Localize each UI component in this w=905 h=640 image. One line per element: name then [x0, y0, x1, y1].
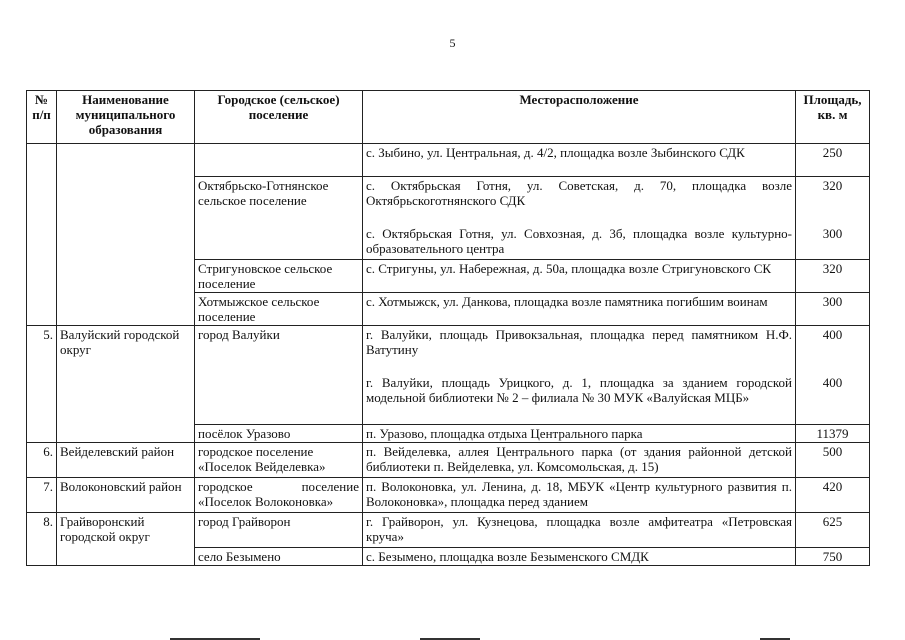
cell-municipality: Вейделевский район — [57, 443, 195, 478]
header-location: Месторасположение — [363, 91, 796, 144]
table-header-row — [27, 91, 870, 144]
sites-table — [26, 90, 870, 566]
table-row — [27, 326, 870, 425]
location-entry: г. Валуйки, площадь Урицкого, д. 1, площадка за зданием городской модельной библиотеки № 2 – филиала № 30 МУК «Валуйская МЦБ» — [366, 375, 792, 405]
table-row — [27, 443, 870, 478]
cell-area: 300 — [796, 293, 870, 326]
cell-location — [363, 326, 796, 425]
cell-location: с. Стригуны, ул. Набережная, д. 50а, площадка возле Стригуновского СК — [363, 260, 796, 293]
cell-settlement: городское поселение «Поселок Вейделевка» — [195, 443, 363, 478]
header-area: Площадь, кв. м — [796, 91, 870, 144]
cell-area: 11379 — [796, 425, 870, 443]
cell-location: п. Уразово, площадка отдыха Центрального парка — [363, 425, 796, 443]
cell-settlement: Октябрьско-Готнянское сельское поселение — [195, 177, 363, 260]
cell-municipality: Грайворонский городской округ — [57, 513, 195, 566]
header-municipality: Наименование муниципального образования — [57, 91, 195, 144]
cell-settlement: Хотмыжское сельское поселение — [195, 293, 363, 326]
cell-municipality: Валуйский городской округ — [57, 326, 195, 443]
location-entry: с. Октябрьская Готня, ул. Советская, д. 70, площадка возле Октябрьскоготнянского СДК — [366, 178, 792, 208]
area-entry: 400 — [822, 375, 843, 390]
cell-area: 320 — [796, 260, 870, 293]
cell-settlement: городское поселение «Поселок Волоконовка» — [195, 478, 363, 513]
cell-num: 8. — [27, 513, 57, 566]
cell-settlement: Стригуновское сельское поселение — [195, 260, 363, 293]
table-row — [27, 513, 870, 548]
cell-settlement: город Грайворон — [195, 513, 363, 548]
cell-area: 625 — [796, 513, 870, 548]
cell-num: 5. — [27, 326, 57, 443]
cell-area: 420 — [796, 478, 870, 513]
cell-num: 6. — [27, 443, 57, 478]
header-settlement: Городское (сельское) поселение — [195, 91, 363, 144]
cell-location: с. Зыбино, ул. Центральная, д. 4/2, площадка возле Зыбинского СДК — [363, 144, 796, 177]
header-num: № п/п — [27, 91, 57, 144]
cell-municipality — [57, 144, 195, 326]
cell-location: с. Хотмыжск, ул. Данкова, площадка возле памятника погибшим воинам — [363, 293, 796, 326]
cell-area: 250 — [796, 144, 870, 177]
cell-municipality: Волоконовский район — [57, 478, 195, 513]
cell-settlement — [195, 144, 363, 177]
area-entry: 300 — [822, 226, 843, 241]
area-entry: 400 — [822, 327, 843, 342]
cell-location: г. Грайворон, ул. Кузнецова, площадка возле амфитеатра «Петровская круча» — [363, 513, 796, 548]
area-entry: 320 — [822, 178, 843, 193]
cell-area: 500 — [796, 443, 870, 478]
cell-num — [27, 144, 57, 326]
cell-area: 750 — [796, 548, 870, 566]
cell-location: п. Вейделевка, аллея Центрального парка (от здания районной детской библиотеки п. Вейделевка, ул. Комсомольская, д. 15) — [363, 443, 796, 478]
cell-location: с. Безымено, площадка возле Безыменского СМДК — [363, 548, 796, 566]
table-row — [27, 478, 870, 513]
cell-num: 7. — [27, 478, 57, 513]
cell-settlement: город Валуйки — [195, 326, 363, 425]
cell-area — [796, 326, 870, 425]
cell-settlement: село Безымено — [195, 548, 363, 566]
cell-location: п. Волоконовка, ул. Ленина, д. 18, МБУК «Центр культурного развития п. Волоконовка», площадка перед зданием — [363, 478, 796, 513]
table-row — [27, 144, 870, 177]
location-entry: г. Валуйки, площадь Привокзальная, площадка перед памятником Н.Ф. Ватутину — [366, 327, 792, 357]
cell-location — [363, 177, 796, 260]
page-number: 5 — [449, 36, 456, 50]
cell-area — [796, 177, 870, 260]
location-entry: с. Октябрьская Готня, ул. Совхозная, д. 3б, площадка возле культурно-образовательного центра — [366, 226, 792, 256]
cell-settlement: посёлок Уразово — [195, 425, 363, 443]
